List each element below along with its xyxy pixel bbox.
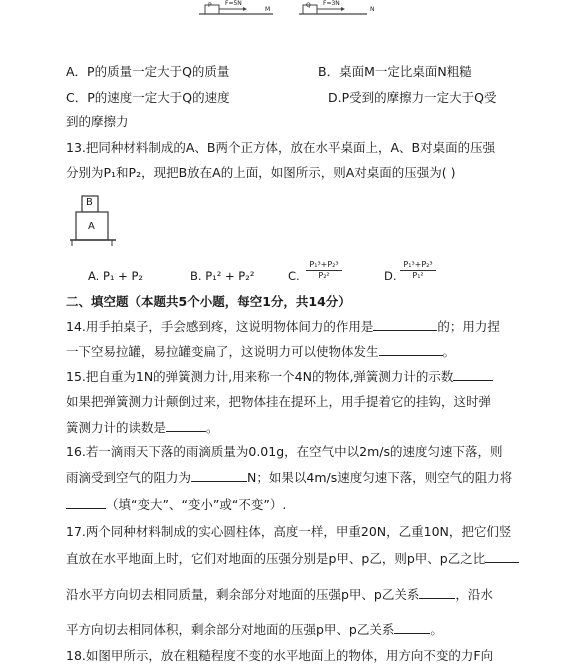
section-title-fill-in: 二、填空题（本题共5个小题，每空1分，共14分） — [66, 294, 351, 309]
q17-text-2a: 直放在水平地面上时，它们对地面的压强分别是p甲、p乙，则p甲、p乙之比 — [66, 551, 486, 566]
q16-line1: 16.若一滴雨天下落的雨滴质量为0.01g，在空气中以2m/s的速度匀速下落，则 — [66, 444, 503, 459]
q15-line1 — [66, 368, 493, 385]
q13-line2: 分别为P₁和P₂，现把B放在A的上面，如图所示，则A对桌面的压强为( ) — [66, 165, 456, 180]
q14-blank-1[interactable] — [373, 318, 437, 331]
q17-line1: 17.两个同种材料制成的实心圆柱体，高度一样，甲重20N，乙重10N，把它们竖 — [66, 524, 512, 539]
q15-line3 — [66, 419, 219, 436]
q13-blocks-figure — [70, 194, 118, 246]
q13-line1: 13.把同种材料制成的A、B两个正方体，放在水平桌面上，A、B对桌面的压强 — [66, 140, 496, 155]
q13-blocks-diagram — [70, 194, 118, 246]
force-label-left: F=5N — [225, 0, 242, 7]
q16-text-2b: N；如果以4m/s速度匀速下落，则空气的阻力将 — [247, 470, 513, 485]
q14-line2 — [66, 343, 455, 360]
q16-text-2a: 雨滴受到空气的阻力为 — [66, 470, 192, 485]
q13-option-d-fraction — [400, 260, 436, 290]
friction-figure — [195, 0, 385, 26]
q16-blank-1[interactable] — [191, 469, 247, 482]
q17-line4 — [66, 621, 443, 638]
q14-text-2b: 。 — [442, 344, 456, 359]
block-p-label: P — [208, 2, 212, 9]
q12-option-b: B．桌面M一定比桌面N粗糙 — [318, 64, 472, 79]
q15-blank-1[interactable] — [453, 368, 493, 381]
q16-line3 — [66, 496, 286, 513]
q15-blank-2[interactable] — [166, 419, 206, 432]
q16-text-3: （填“变大”、“变小”或“不变”）. — [106, 497, 287, 512]
q12-option-c: C．P的速度一定大于Q的速度 — [66, 90, 230, 105]
q14-blank-2[interactable] — [379, 343, 443, 356]
q13-option-c-fraction — [306, 260, 342, 290]
q17-text-4b: 。 — [430, 622, 443, 637]
q13-option-d-label: D. — [384, 269, 397, 283]
q17-line2 — [66, 550, 519, 567]
q14-text-2a: 一下空易拉罐，易拉罐变扁了，这说明力可以使物体发生 — [66, 344, 379, 359]
surface-label-n: N — [370, 6, 375, 13]
q15-text-1: 15.把自重为1N的弹簧测力计,用来称一个4N的物体,弹簧测力计的示数 — [66, 369, 454, 384]
q17-text-3a: 沿水平方向切去相同质量，剩余部分对地面的压强p甲、p乙关系 — [66, 587, 420, 602]
friction-diagram — [195, 0, 385, 26]
q17-line3 — [66, 586, 493, 603]
q13-option-d-numerator: P₁³+P₂³ — [400, 260, 436, 271]
q12-option-a: A．P的质量一定大于Q的质量 — [66, 64, 230, 79]
q17-blank-3[interactable] — [394, 621, 430, 634]
q13-option-c-numerator: P₁³+P₂³ — [306, 260, 342, 271]
block-a-label: A — [88, 221, 95, 232]
q17-text-4a: 平方向切去相同体积，剩余部分对地面的压强p甲、p乙关系 — [66, 622, 395, 637]
q13-option-b: B. P₁² + P₂² — [190, 269, 255, 283]
q14-line1 — [66, 318, 500, 335]
block-b-label: B — [86, 197, 93, 208]
q13-option-c-label: C. — [288, 269, 300, 283]
q16-line2 — [66, 469, 512, 486]
q15-line2: 如果把弹簧测力计颠倒过来，把物体挂在提环上，用手提着它的挂钩，这时弹 — [66, 394, 492, 409]
q15-text-3b: 。 — [206, 420, 219, 435]
q14-text-1a: 14.用手拍桌子，手会感到疼，这说明物体间力的作用是 — [66, 319, 374, 334]
surface-label-m: M — [265, 6, 271, 13]
force-label-right: F=3N — [323, 0, 340, 7]
q14-text-1b: 的；用力捏 — [437, 319, 500, 334]
q12-option-d-cont: 到的摩擦力 — [66, 114, 129, 129]
q15-text-3a: 簧测力计的读数是 — [66, 420, 167, 435]
block-q-label: Q — [306, 2, 311, 9]
q17-blank-2[interactable] — [419, 586, 455, 599]
q17-blank-1[interactable] — [485, 550, 519, 563]
q18-line1: 18.如图甲所示，放在粗糙程度不变的水平地面上的物体，用方向不变的力F向 — [66, 648, 494, 663]
q16-blank-2[interactable] — [66, 496, 106, 509]
q13-option-c-denominator: P₂² — [318, 271, 330, 280]
q17-text-3b: ，沿水 — [455, 587, 493, 602]
q13-option-a: A. P₁ + P₂ — [88, 269, 144, 283]
q13-option-d-denominator: P₁² — [412, 271, 424, 280]
q12-option-d: D.P受到的摩擦力一定大于Q受 — [328, 90, 497, 105]
